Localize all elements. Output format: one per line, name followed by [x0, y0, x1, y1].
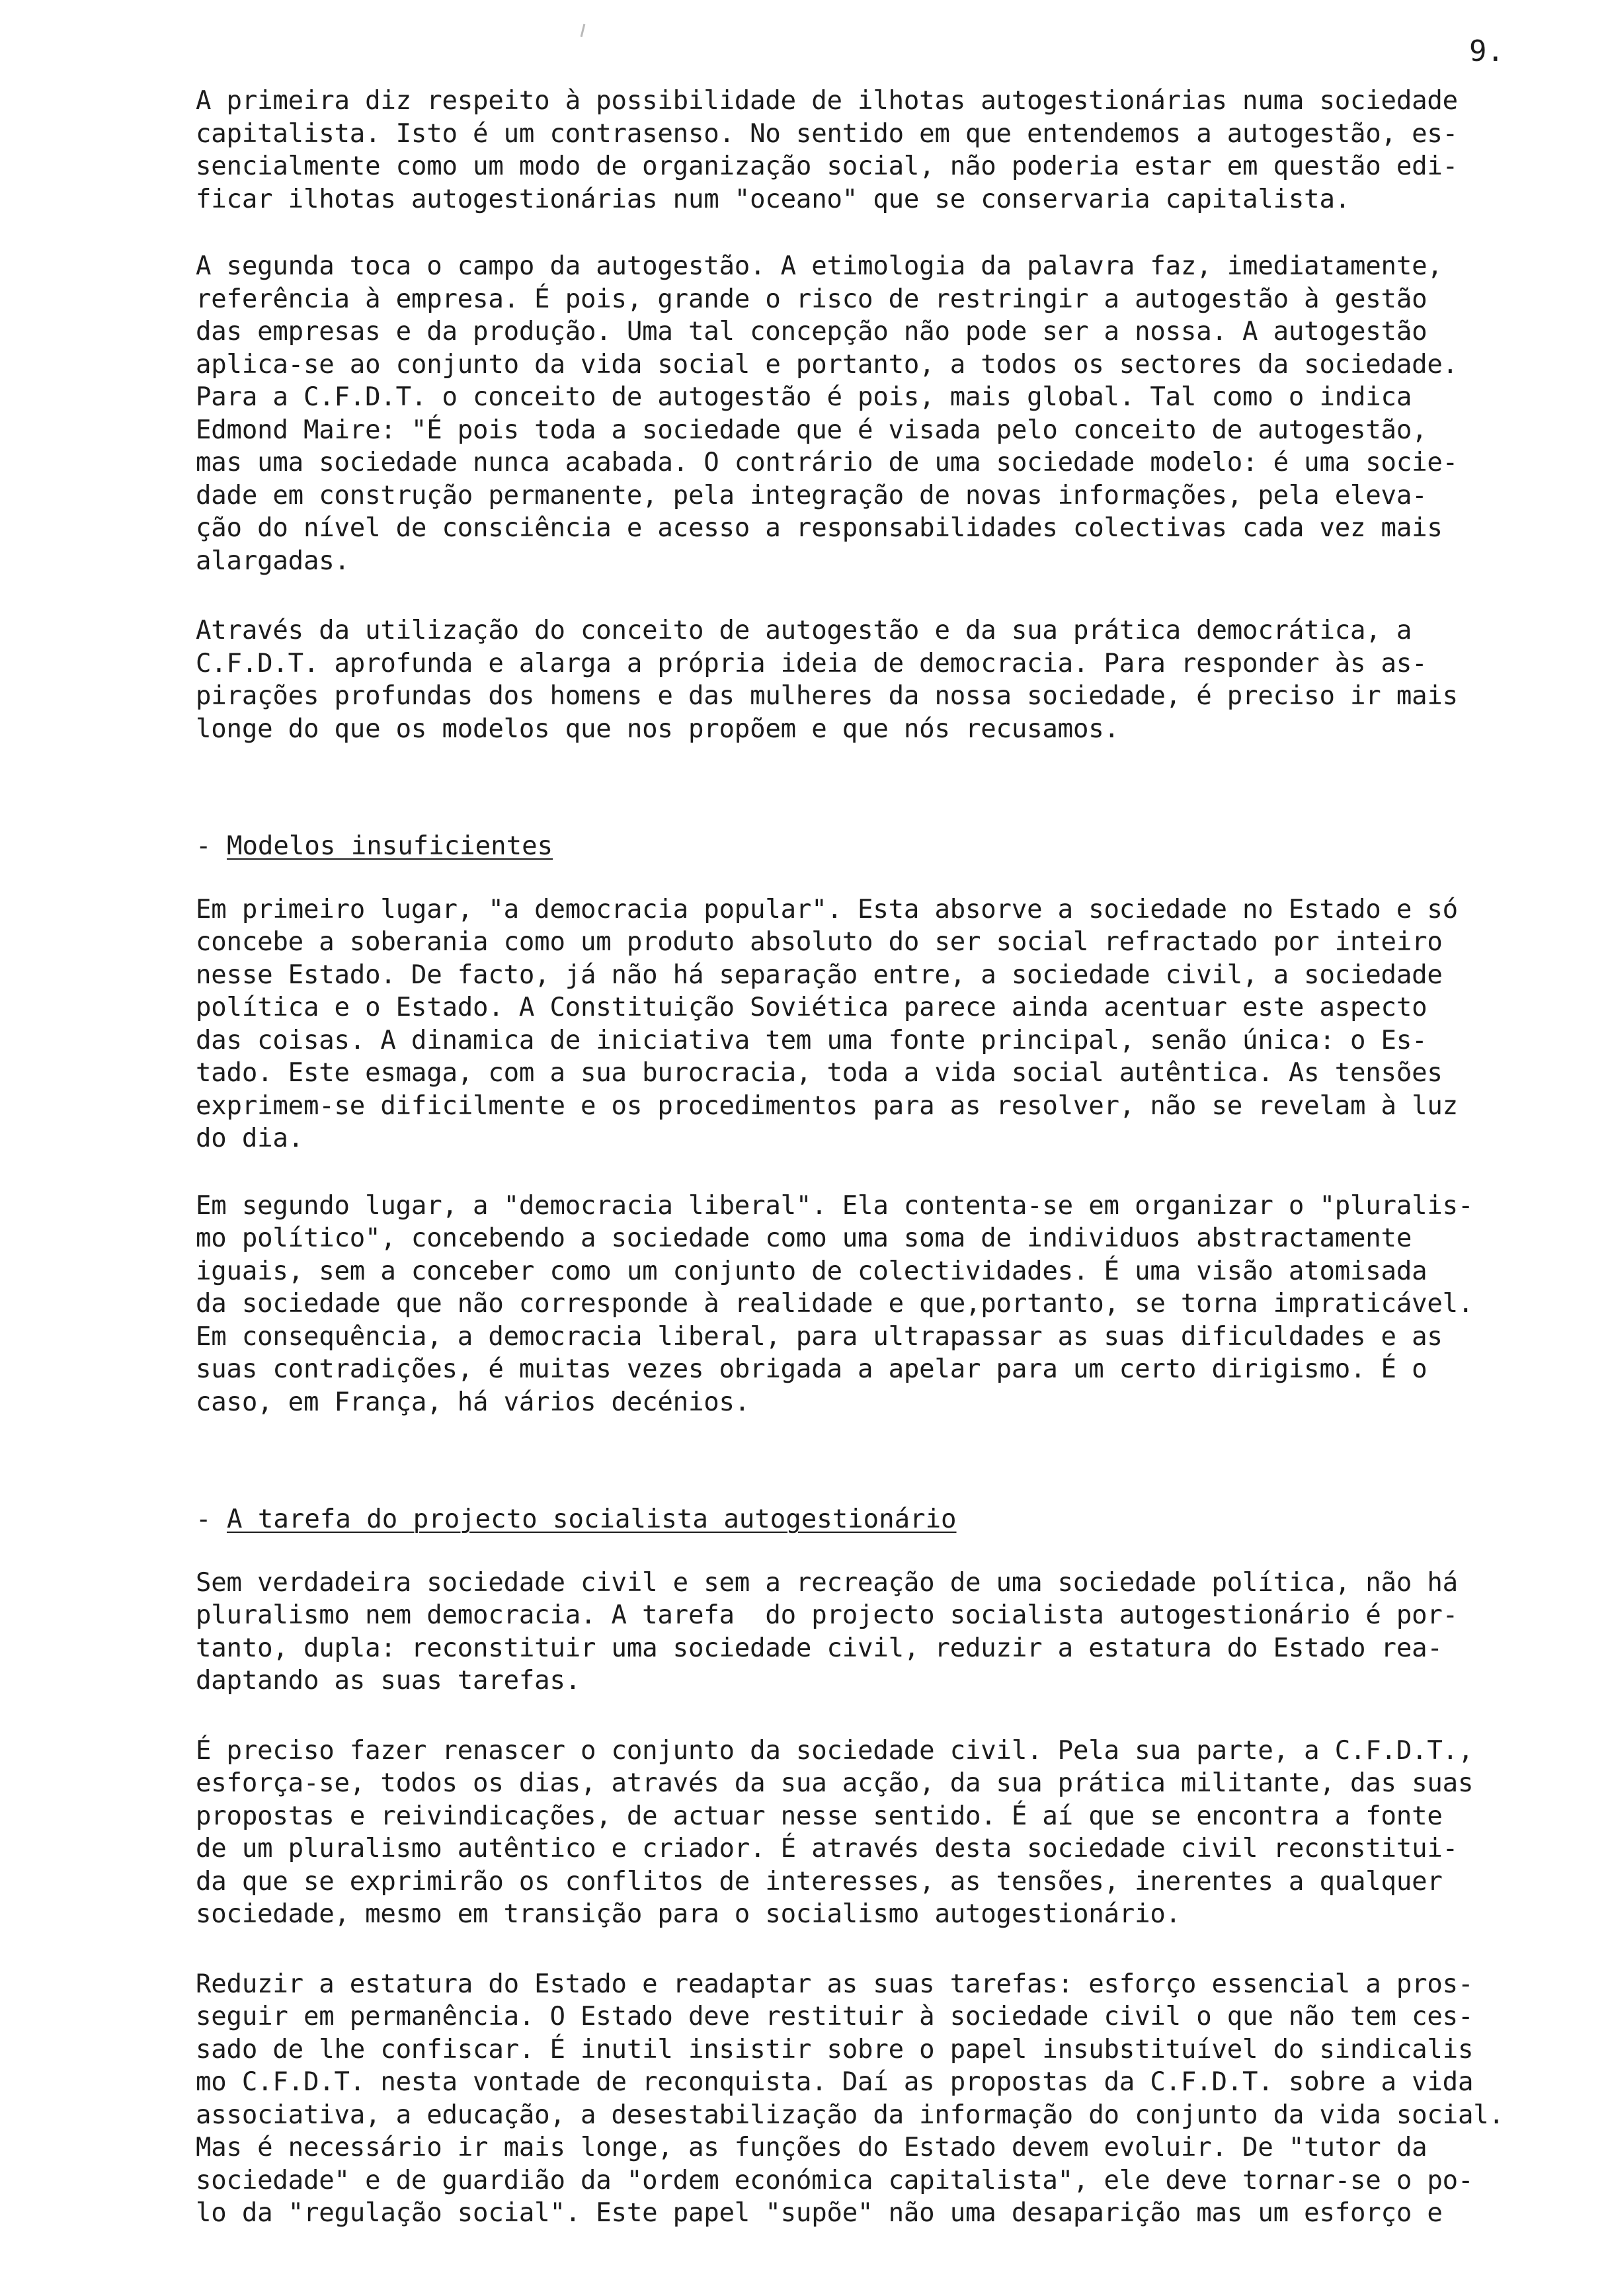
heading-title: Modelos insuficientes — [226, 831, 553, 861]
section-heading-modelos — [196, 830, 1571, 863]
paragraph-campo-autogestao: A segunda toca o campo da autogestão. A etimologia da palavra faz, imediatamente, referência à empresa. É pois, grande o risco de restringir a autogestão à gestão das empresas e da produção. Uma tal concepção não pode ser a nossa. A autogestão aplica-se ao conjunto da vida social e portanto, a todos os sectores da sociedade. Para a C.F.D.T. o conceito de autogestão é pois, mais global. Tal como o indica Edmond Maire: "É pois toda a sociedade que é visada pelo conceito de autogestão, mas uma sociedade nunca acabada. O contrário de uma sociedade modelo: é uma socie- dade em construção permanente, pela integração de novas informações, pela eleva- ção do nível de consciência e acesso a responsabilidades colectivas cada vez mais alargadas. — [196, 251, 1458, 576]
paragraph-ilhotas: A primeira diz respeito à possibilidade de ilhotas autogestionárias numa sociedade capitalista. Isto é um contrasenso. No sentido em que entendemos a autogestão, es- sencialmente como um modo de organização social, não poderia estar em questão edi- ficar ilhotas autogestionárias num "oceano" que se conservaria capitalista. — [196, 86, 1458, 214]
heading-title: A tarefa do projecto socialista autogestionário — [226, 1504, 957, 1534]
heading-dash: - — [196, 1504, 227, 1534]
paragraph-democracia-popular: Em primeiro lugar, "a democracia popular". Esta absorve a sociedade no Estado e só concebe a soberania como um produto absoluto do ser social refractado por inteiro nesse Estado. De facto, já não há separação entre, a sociedade civil, a sociedade política e o Estado. A Constituição Soviética parece ainda acentuar este aspecto das coisas. A dinamica de iniciativa tem uma fonte principal, senão única: o Es- tado. Este esmaga, com a sua burocracia, toda a vida social autêntica. As tensões exprimem-se dificilmente e os procedimentos para as resolver, não se revelam à luz do dia. — [196, 894, 1458, 1153]
heading-dash: - — [196, 831, 227, 861]
paragraph-sociedade-civil: É preciso fazer renascer o conjunto da sociedade civil. Pela sua parte, a C.F.D.T., esforça-se, todos os dias, através da sua acção, da sua prática militante, das suas propostas e reivindicações, de actuar nesse sentido. É aí que se encontra a fonte de um pluralismo autêntico e criador. É através desta sociedade civil reconstitui- da que se exprimirão os conflitos de interesses, as tensões, inerentes a qualquer sociedade, mesmo em transição para o socialismo autogestionário. — [196, 1735, 1474, 1929]
paragraph-estatura-estado: Reduzir a estatura do Estado e readaptar as suas tarefas: esforço essencial a pros- seguir em permanência. O Estado deve restituir à sociedade civil o que não tem ces- sado de lhe confiscar. É inutil insistir sobre o papel insubstituível do sindicalis mo C.F.D.T. nesta vontade de reconquista. Daí as propostas da C.F.D.T. sobre a vida associativa, a educação, a desestabilização da informação do conjunto da vida social. Mas é necessário ir mais longe, as funções do Estado devem evoluir. De "tutor da sociedade" e de guardião da "ordem económica capitalista", ele deve tornar-se o po- lo da "regulação social". Este papel "supõe" não uma desaparição mas um esforço e — [196, 1969, 1504, 2228]
stray-mark — [581, 24, 586, 37]
page-number: 9. — [1469, 34, 1504, 68]
section-heading-tarefa — [196, 1503, 1571, 1536]
document-body — [196, 85, 1571, 2230]
paragraph-tarefa-dupla: Sem verdadeira sociedade civil e sem a recreação de uma sociedade política, não há pluralismo nem democracia. A tarefa do projecto socialista autogestionário é por- tanto, dupla: reconstituir uma sociedade civil, reduzir a estatura do Estado rea- daptando as suas tarefas. — [196, 1567, 1458, 1696]
paragraph-democracia-cfdt: Através da utilização do conceito de autogestão e da sua prática democrática, a C.F.D.T. aprofunda e alarga a própria ideia de democracia. Para responder às as- pirações profundas dos homens e das mulheres da nossa sociedade, é preciso ir mais longe do que os modelos que nos propõem e que nós recusamos. — [196, 616, 1458, 744]
paragraph-democracia-liberal: Em segundo lugar, a "democracia liberal". Ela contenta-se em organizar o "pluralis- mo político", concebendo a sociedade como uma soma de individuos abstractamente iguais, sem a conceber como um conjunto de colectividades. É uma visão atomisada da sociedade que não corresponde à realidade e que,portanto, se torna impraticável. Em consequência, a democracia liberal, para ultrapassar as suas dificuldades e as suas contradições, é muitas vezes obrigada a apelar para um certo dirigismo. É o caso, em França, há vários decénios. — [196, 1190, 1474, 1417]
